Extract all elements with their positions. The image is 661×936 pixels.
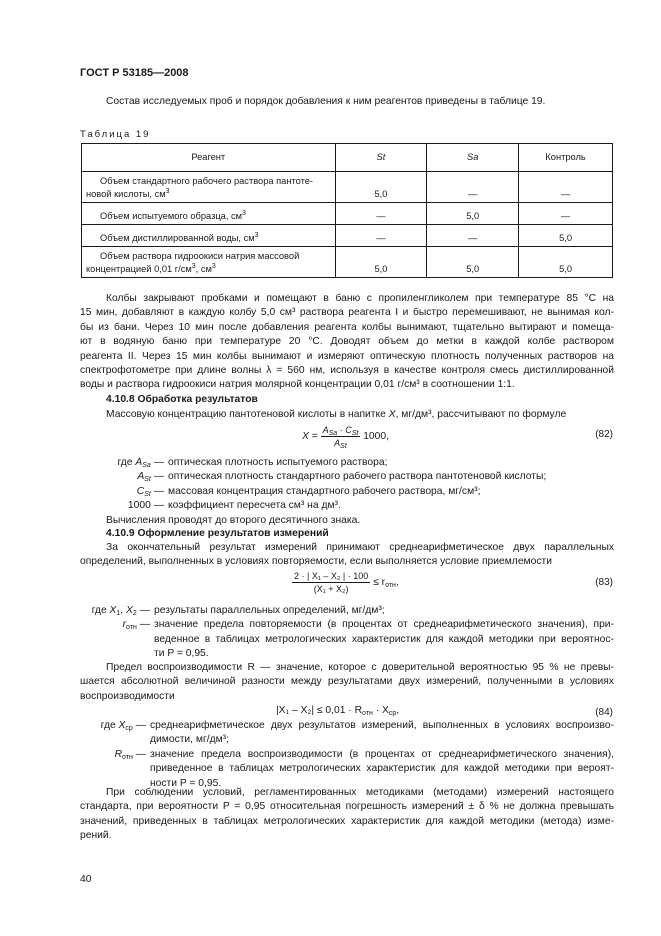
sa-cell: — — [427, 172, 519, 203]
text-line: воды и раствора гидроокиси натрия молярной концентрации 0,01 г/см³ в соотношении 1:1. — [80, 379, 515, 391]
text-line: 15 мин, добавляют в каждую колбу 5,0 см³ раствора реагента I и быстро перемешивают, не вынимая кол- — [80, 307, 614, 319]
formula-intro: Массовую концентрацию пантотеновой кислоты в напитке X, мг/дм³, рассчитывают по формуле — [106, 409, 567, 420]
equation-84: $|X_1 - X_2| \le 0,01 \cdot R_{отн} \cdot X_{ср}$, — [276, 705, 400, 717]
text-line: При соблюдении условий, регламентированных методиками (методами) измерений настоящего — [106, 787, 614, 798]
text-line: За окончательный результат измерений принимают среднеарифметическое двух параллельных — [106, 542, 614, 553]
table-row — [82, 247, 613, 278]
sa-cell: 5,0 — [427, 247, 519, 278]
text-line: воспроизводимости — [80, 690, 175, 702]
definition-row: 1000 — коэффициент пересчета см³ на дм³. — [127, 500, 341, 512]
text-line: Колбы закрывают пробками и помещают в баню с пропиленгликолем при температуре 85 °С на — [106, 293, 614, 304]
fraction: $\frac{A_{Sa} \cdot C_{St}}{A_{St}}$ — [322, 425, 359, 450]
table-row — [82, 172, 613, 203]
control-cell: 5,0 — [519, 247, 613, 278]
sa-cell: 5,0 — [427, 203, 519, 225]
reagent-table — [81, 143, 613, 278]
definitions-84 — [80, 719, 614, 791]
reagent-cell: Объем раствора гидроокиси натрия массовой концентрацией 0,01 $г/см^3$, $см^3$ — [82, 247, 336, 278]
definitions-83 — [80, 604, 614, 662]
section-heading-4-10-8: 4.10.8 Обработка результатов — [106, 394, 258, 405]
header-reagent: Реагент — [82, 144, 336, 172]
text-line: значений, приведенных в таблицах метрологических характеристик для каждой методики (метода) изме- — [80, 815, 614, 827]
table-row — [82, 203, 613, 225]
text-line: бы из бани. Через 10 мин после добавления реагента колбы вынимают, тщательно вытирают и помеща- — [80, 321, 614, 333]
reagent-cell: Объем испытуемого образца, $см^3$ — [82, 203, 336, 225]
page-number: 40 — [80, 874, 92, 885]
table-caption: Таблица 19 — [80, 129, 151, 140]
equation-83: $\frac{\text{2 · | X₁ – X₂ | · 100}}{\text{(X₁ + X₂)}}$ ≤ $r_{отн}$, — [294, 571, 399, 594]
equation-number: (82) — [595, 429, 613, 440]
text-line: определений, выполненных в условиях повторяемости, если выполняется условие приемлемости — [80, 556, 552, 568]
reagent-cell: Объем стандартного рабочего раствора пантоте- новой кислоты, $см^3$ — [82, 172, 336, 203]
text-line: шается абсолютной величиной разности между результатами двух измерений, полученными в условиях — [80, 676, 614, 688]
sa-cell: — — [427, 225, 519, 247]
text-line: ют в водяную баню при температуре 20 °С. Доводят объем до метки в каждой колбе раствором — [80, 336, 614, 348]
text-line: реагента II. Через 15 мин колбы вынимают и измеряют оптическую плотность полученных растворов на — [80, 350, 614, 362]
control-cell: 5,0 — [519, 225, 613, 247]
definition-row: где $X_1$, $X_2$ — результаты параллельных определений, мг/дм³; — [91, 605, 385, 617]
procedure-paragraph — [80, 292, 614, 393]
acceptance-paragraph — [80, 541, 614, 570]
definition-row: где $X_{ср}$ — среднеарифметическое двух результатов измерений, выполненных в условиях воспроизво- димости, мг/дм³; — [100, 720, 614, 746]
text-line: рений. — [80, 830, 112, 842]
reagent-cell: Объем дистиллированной воды, $см^3$ — [82, 225, 336, 247]
definition-row: $A_{St}$ — оптическая плотность стандартного рабочего раствора пантотеновой кислоты; — [137, 471, 547, 484]
header-sa: Sa — [427, 144, 519, 172]
header-control: Контроль — [519, 144, 613, 172]
definitions-82 — [80, 456, 614, 528]
definition-row: $r_{отн}$ — значение предела повторяемости (в процентах от среднеарифметического значения), при- веденное в таблицах метрологических характеристик для каждой методики при вероятнос- ти P = 0,95. — [122, 619, 614, 660]
equation-number: (84) — [595, 707, 613, 718]
definition-row: $R_{отн}$ — значение предела воспроизводимости (в процентах от среднеарифметического значения), приведенное в таблицах метрологических характеристик для каждой методики при вероят- ности P = 0,95. — [114, 748, 614, 789]
conclusion-paragraph — [80, 786, 614, 844]
reproducibility-paragraph — [80, 661, 614, 704]
st-cell: — — [335, 203, 427, 225]
st-cell: 5,0 — [335, 172, 427, 203]
table-row — [82, 225, 613, 247]
control-cell: — — [519, 172, 613, 203]
text-line: спектрофотометре при длине волны λ = 560 нм, используя в качестве контроля смесь дистиллированной — [80, 365, 614, 377]
text-line: Предел воспроизводимости R — значение, которое с доверительной вероятностью 95 % не превы- — [106, 662, 614, 673]
intro-paragraph: Состав исследуемых проб и порядок добавления к ним реагентов приведены в таблице 19. — [106, 96, 546, 107]
equation-82: X = $\frac{A_{Sa} \cdot C_{St}}{A_{St}}$ 1000, — [302, 425, 389, 450]
st-cell: 5,0 — [335, 247, 427, 278]
text-line: стандарта, при вероятности P = 0,95 относительная погрешность измерений ± δ % не должна превышать — [80, 801, 614, 813]
section-heading-4-10-9: 4.10.9 Оформление результатов измерений — [106, 528, 329, 539]
document-header: ГОСТ Р 53185—2008 — [80, 67, 189, 79]
table-header-row — [82, 144, 613, 172]
definition-row: где $A_{Sa}$ — оптическая плотность испытуемого раствора; — [117, 457, 388, 469]
equation-number: (83) — [595, 577, 613, 588]
header-st: St — [335, 144, 427, 172]
st-cell: — — [335, 225, 427, 247]
fraction: $\frac{\text{2 · | X₁ – X₂ | · 100}}{\text{(X₁ + X₂)}}$ — [294, 571, 369, 594]
definition-row: $C_{St}$ — массовая концентрация стандартного рабочего раствора, мг/см³; — [136, 485, 481, 498]
control-cell: — — [519, 203, 613, 225]
calc-note: Вычисления проводят до второго десятичного знака. — [106, 514, 361, 526]
